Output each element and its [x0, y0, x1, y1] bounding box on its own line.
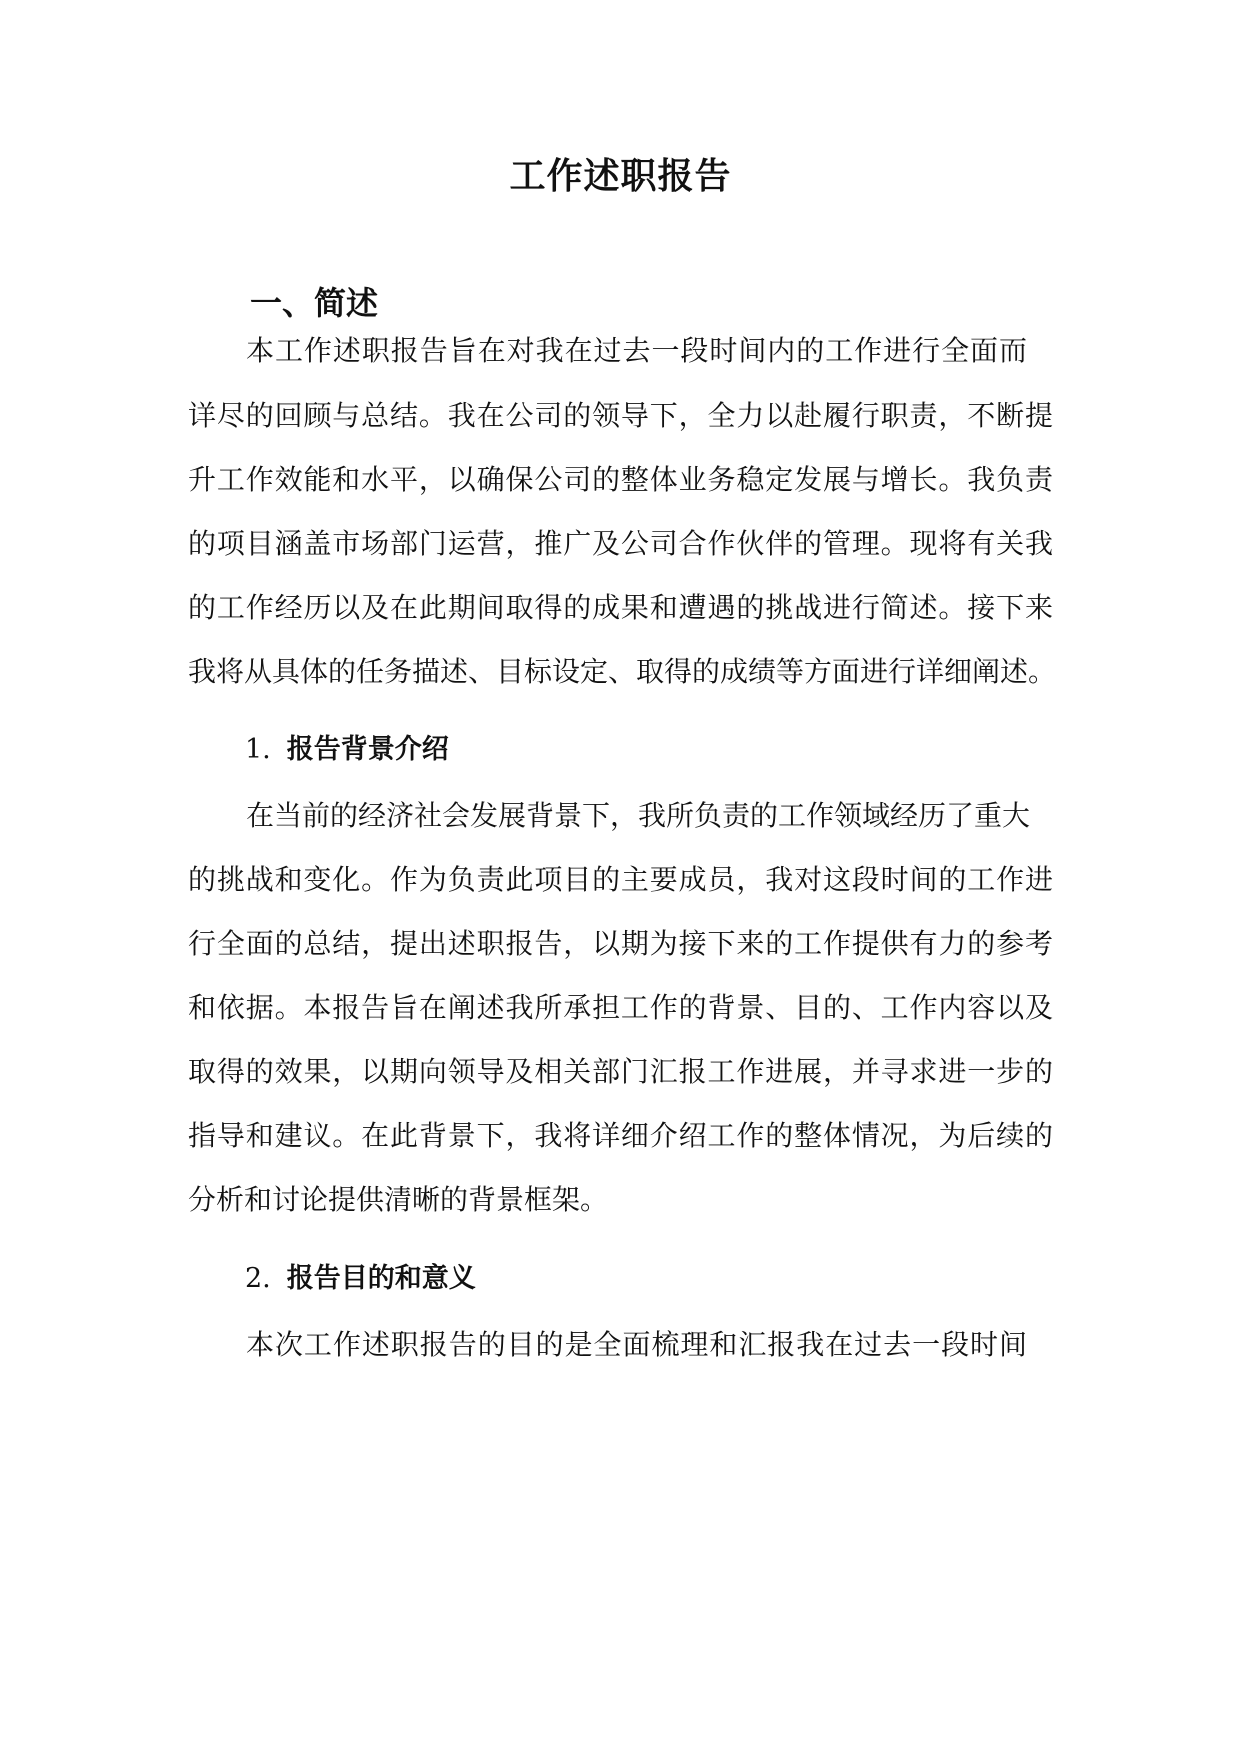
subsection-number: 1. [245, 734, 271, 765]
paragraph-line: 在当前的经济社会发展背景下，我所负责的工作领域经历了重大 [246, 799, 1031, 832]
subsection-title: 报告目的和意义 [286, 1263, 476, 1294]
subsection-number: 2. [245, 1263, 271, 1294]
paragraph-line: 的项目涵盖市场部门运营，推广及公司合作伙伴的管理。现将有关我 [188, 527, 1053, 560]
subsection-title: 报告背景介绍 [286, 734, 449, 765]
paragraph-line: 的挑战和变化。作为负责此项目的主要成员，我对这段时间的工作进 [188, 863, 1053, 896]
paragraph-line: 分析和讨论提供清晰的背景框架。 [188, 1183, 609, 1216]
paragraph-line: 指导和建议。在此背景下，我将详细介绍工作的整体情况，为后续的 [188, 1119, 1053, 1152]
subsection-heading-background [245, 730, 449, 770]
paragraph-line: 我将从具体的任务描述、目标设定、取得的成绩等方面进行详细阐述。 [188, 655, 1057, 688]
paragraph-line: 本工作述职报告旨在对我在过去一段时间内的工作进行全面而 [246, 334, 1027, 367]
paragraph-line: 的工作经历以及在此期间取得的成果和遭遇的挑战进行简述。接下来 [188, 591, 1053, 624]
subsection-heading-purpose [245, 1259, 476, 1299]
paragraph-line: 升工作效能和水平，以确保公司的整体业务稳定发展与增长。我负责 [188, 463, 1053, 496]
paragraph-line: 本次工作述职报告的目的是全面梳理和汇报我在过去一段时间 [246, 1328, 1027, 1361]
document-title: 工作述职报告 [509, 155, 732, 197]
paragraph-line: 取得的效果，以期向领导及相关部门汇报工作进展，并寻求进一步的 [188, 1055, 1053, 1088]
section-heading-overview: 一、简述 [250, 284, 379, 322]
paragraph-line: 行全面的总结，提出述职报告，以期为接下来的工作提供有力的参考 [188, 927, 1053, 960]
paragraph-line: 详尽的回顾与总结。我在公司的领导下，全力以赴履行职责，不断提 [188, 399, 1053, 432]
paragraph-line: 和依据。本报告旨在阐述我所承担工作的背景、目的、工作内容以及 [188, 991, 1053, 1024]
